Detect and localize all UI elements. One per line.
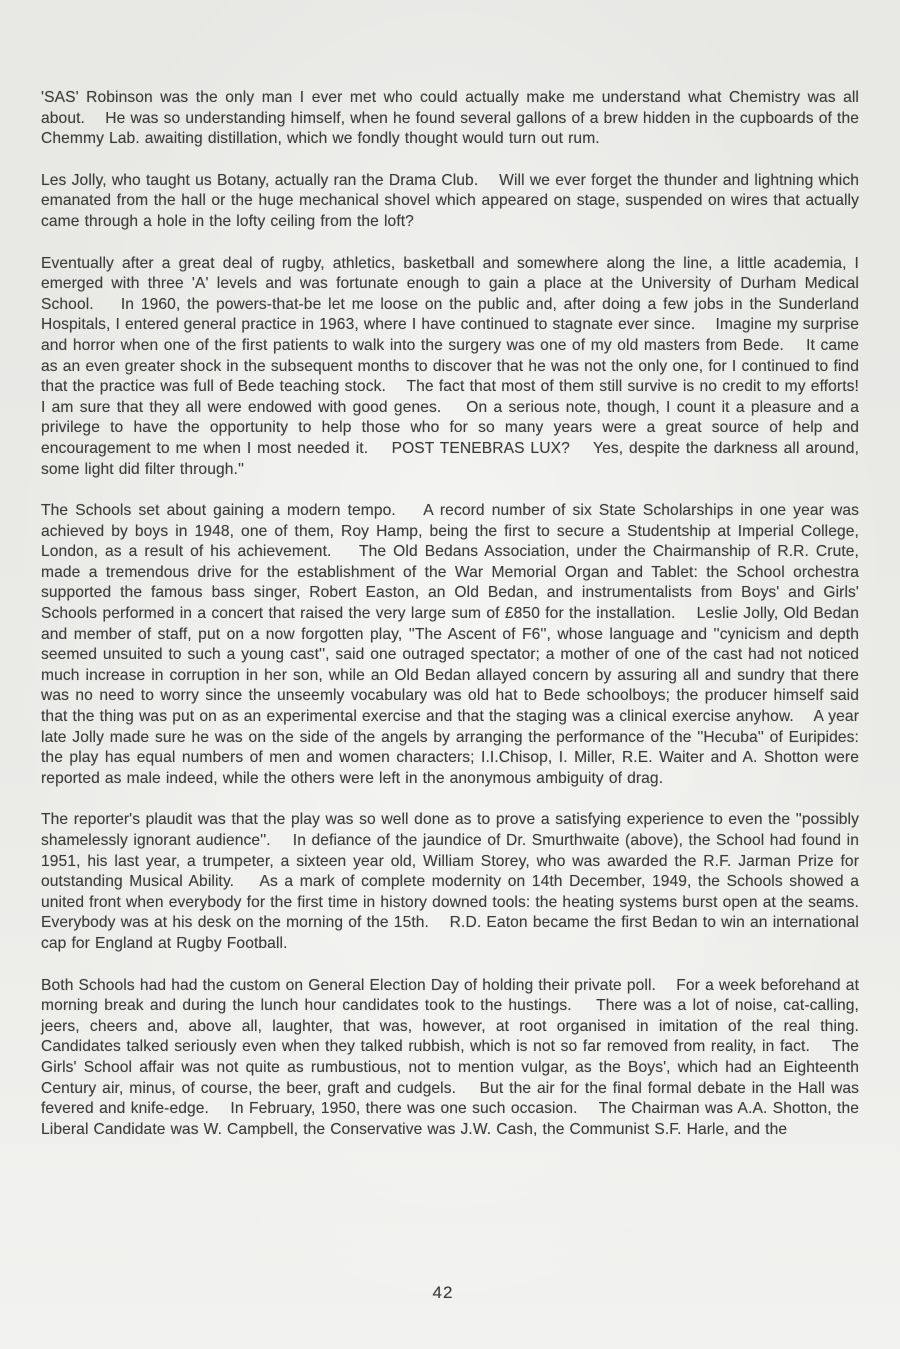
paragraph-reporters-plaudit: The reporter's plaudit was that the play was so well done as to prove a satisfying experience to even the ''possibly shamelessly ignorant audience''. In defiance of the jaundice of Dr. Smurthwaite (above), the School had found in 1951, his last year, a trumpeter, a sixteen year old, William Storey, who was awarded the R.F. Jarman Prize for outstanding Musical Ability. As a mark of complete modernity on 14th December, 1949, the Schools showed a united front when everybody for the first time in history downed tools: the heating systems burst open at the seams. Everybody was at his desk on the morning of the 15th. R.D. Eaton became the first Bedan to win an international cap for England at Rugby Football.: [41, 811, 880, 952]
page-number: 42: [432, 1283, 454, 1302]
paragraph-medical-school: Eventually after a great deal of rugby, athletics, basketball and somewhere along the line, a little academia, I emerged with three 'A' levels and was fortunate enough to gain a place at the University of Durham Medical School. In 1960, the powers-that-be let me loose on the public and, after doing a few jobs in the Sunderland Hospitals, I entered general practice in 1963, where I have continued to stagnate ever since. Imagine my surprise and horror when one of the first patients to walk into the surgery was one of my old masters from Bede. It came as an even greater shock in the subsequent months to discover that he was not the only one, for I continued to find that the practice was full of Bede teaching stock. The fact that most of them still survive is no credit to my efforts! I am sure that they all were endowed with good genes. On a serious note, though, I count it a pleasure and a privilege to have the opportunity to help those who for so many years were a great source of help and encouragement to me when I most needed it. POST TENEBRAS LUX? Yes, despite the darkness all around, some light did filter through.'': [41, 254, 880, 478]
paragraph-modern-tempo: The Schools set about gaining a modern tempo. A record number of six State Scholarships in one year was achieved by boys in 1948, one of them, Roy Hamp, being the first to secure a Studentship at Imperial College, London, as a result of his achievement. The Old Bedans Association, under the Chairmanship of R.R. Crute, made a tremendous drive for the establishment of the War Memorial Organ and Tablet: the School orchestra supported the famous bass singer, Robert Easton, an Old Bedan, and instrumentalists from Boys' and Girls' Schools performed in a concert that raised the very large sum of £850 for the installation. Leslie Jolly, Old Bedan and member of staff, put on a now forgotten play, ''The Ascent of F6'', whose language and ''cynicism and depth seemed unsuited to such a young cast'', said one outraged spectator; a mother of one of the cast had not noticed much increase in corruption in her son, while an Old Bedan allayed concern by assuring all and sundry that there was no need to worry since the unseemly vocabulary was old hat to Bede schoolboys; the producer himself said that the thing was put on as an experimental exercise and that the staging was a clinical exercise anyhow. A year late Jolly made sure he was on the side of the angels by arranging the performance of the ''Hecuba'' of Euripides: the play has equal numbers of men and women characters; I.I.Chisop, I. Miller, R.E. Waiter and A. Shotton were reported as male indeed, while the others were left in the anonymous ambiguity of drag.: [41, 502, 865, 787]
body-text: [41, 88, 880, 1161]
paragraph-les-jolly: Les Jolly, who taught us Botany, actually ran the Drama Club. Will we ever forget the thunder and lightning which emanated from the hall or the huge mechanical shovel which appeared on stage, suspended on wires that actually came through a hole in the lofty ceiling from the loft?: [41, 171, 865, 230]
paragraph-election-day: Both Schools had had the custom on General Election Day of holding their private poll. For a week beforehand at morning break and during the lunch hour candidates took to the hustings. There was a lot of noise, cat-calling, jeers, cheers and, above all, laughter, that was, however, at root organised in imitation of the real thing. Candidates talked seriously even when they talked rubbish, which is not so far removed from reality, in fact. The Girls' School affair was not quite as rumbustious, not to mention vulgar, as the Boys', which had an Eighteenth Century air, minus, of course, the beer, graft and cudgels. But the air for the final formal debate in the Hall was fevered and knife-edge. In February, 1950, there was one such occasion. The Chairman was A.A. Shotton, the Liberal Candidate was W. Campbell, the Conservative was J.W. Cash, the Communist S.F. Harle, and the: [41, 976, 880, 1138]
paragraph-sas-robinson: 'SAS' Robinson was the only man I ever met who could actually make me understand what Chemistry was all about. He was so understanding himself, when he found several gallons of a brew hidden in the cupboards of the Chemmy Lab. awaiting distillation, which we fondly thought would turn out rum.: [41, 89, 865, 148]
